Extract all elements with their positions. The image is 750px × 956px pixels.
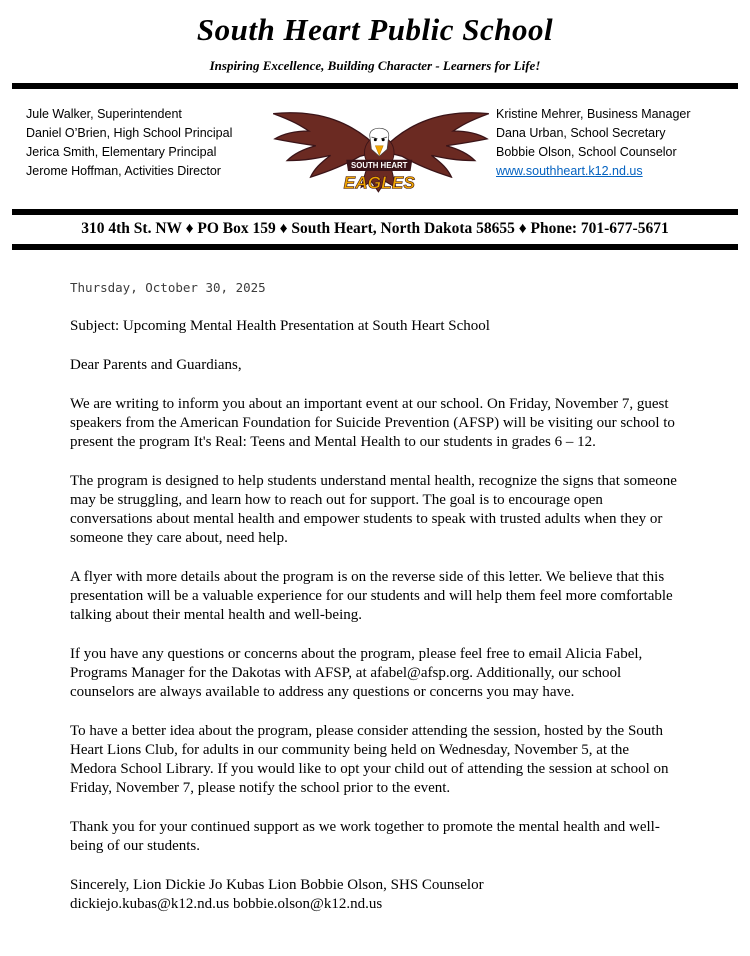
address-line: 310 4th St. NW ♦ PO Box 159 ♦ South Heart, North Dakota 58655 ♦ Phone: 701-677-5671 [81,220,669,237]
staff-line: Kristine Mehrer, Business Manager [496,107,691,121]
logo-text-eagles: EAGLES [343,172,415,193]
letterhead [14,101,736,201]
letter-paragraph: Thank you for your continued support as we work together to promote the mental health and well-being of our students. [70,819,660,854]
letter-paragraph: If you have any questions or concerns about the program, please feel free to email Alicia Fabel, Programs Manager for the Dakotas with AFSP, at afabel@afsp.org. Additionally, our school counselors are always available to address any questions or concerns you may have. [70,646,643,700]
staff-list-left [14,101,266,181]
staff-line: Jerome Hoffman, Activities Director [26,164,221,178]
school-name: South Heart Public School [196,12,554,47]
staff-line: Daniel O’Brien, High School Principal [26,126,233,140]
letter-subject: Subject: Upcoming Mental Health Presentation at South Heart School [70,318,490,334]
signoff-names: Sincerely, Lion Dickie Jo Kubas Lion Bobbie Olson, SHS Counselor [70,877,484,893]
eagle-logo-icon [268,101,494,201]
letter-body [0,250,750,914]
letter-paragraph: A flyer with more details about the program is on the reverse side of this letter. We believe that this presentation will be a valuable experience for our students and will help them feel more comfortable talking about their mental health and well-being. [70,569,673,623]
staff-line: Jule Walker, Superintendent [26,107,182,121]
signoff-emails: dickiejo.kubas@k12.nd.us bobbie.olson@k12.nd.us [70,896,383,912]
staff-line: Dana Urban, School Secretary [496,126,666,140]
letter-paragraph: We are writing to inform you about an important event at our school. On Friday, November 7, guest speakers from the American Foundation for Suicide Prevention (AFSP) will be visiting our school to present the program It's Real: Teens and Mental Health to our students in grades 6 – 12. [70,396,675,450]
staff-line: Jerica Smith, Elementary Principal [26,145,217,159]
letter-paragraph: The program is designed to help students understand mental health, recognize the signs that someone may be struggling, and learn how to reach out for support. The goal is to encourage open conversations about mental health and empower students to speak with trusted adults when they or someone they care about, need help. [70,473,677,546]
staff-list-right [496,101,736,181]
letter-paragraph: To have a better idea about the program, please consider attending the session, hosted by the South Heart Lions Club, for adults in our community being held on Wednesday, November 5, at the Medora School Library. If you would like to opt your child out of attending the session at school on Friday, November 7, please notify the school prior to the event. [70,723,669,796]
letter-signoff [70,876,678,914]
eagle-eye-right [382,138,385,141]
divider-bar-top [12,83,738,89]
staff-line: Bobbie Olson, School Counselor [496,145,677,159]
logo-container [266,101,496,201]
logo-text-top: SOUTH HEART [351,160,408,170]
letter-salutation: Dear Parents and Guardians, [70,357,242,373]
eagle-eye-left [374,138,377,141]
school-website-link[interactable]: www.southheart.k12.nd.us [496,164,643,178]
school-tagline: Inspiring Excellence, Building Character - Learners for Life! [209,58,541,73]
letter-date: Thursday, October 30, 2025 [70,280,266,295]
